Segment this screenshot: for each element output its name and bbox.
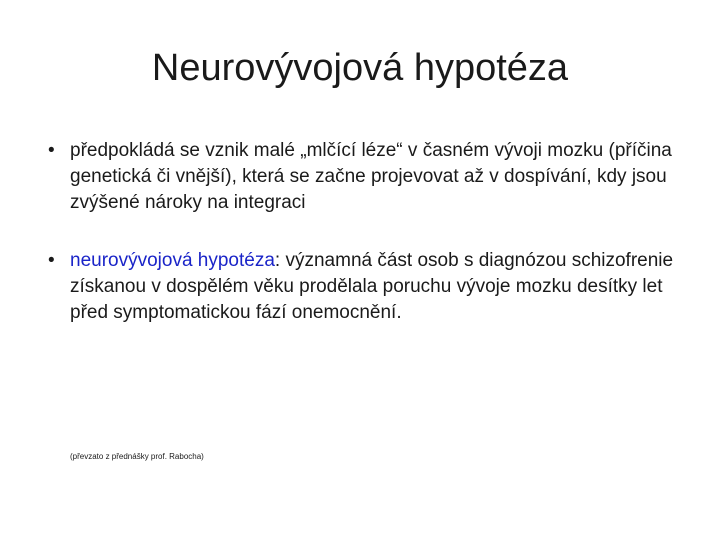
bullet-marker: • [48, 250, 55, 271]
slide-title: Neurovývojová hypotéza [151, 47, 569, 89]
bullet-item-neurovyvojova-hypoteza [48, 248, 688, 326]
bullet-text: předpokládá se vznik malé „mlčící léze“ v časném vývoji mozku (příčina genetická či vnější), která se začne projevovat až v dospívání, kdy jsou zvýšené nároky na integraci [70, 140, 672, 213]
highlighted-term: neurovývojová hypotéza [70, 250, 275, 271]
bullet-list [48, 138, 688, 358]
bullet-item-mlcici-leze [48, 138, 688, 216]
bullet-marker: • [48, 140, 55, 161]
bullet-text: : významná část osob s diagnózou schizofrenie získanou v dospělém věku prodělala poruchu vývoje mozku desítky let před symptomatickou fází onemocnění. [70, 250, 674, 323]
source-note: (převzato z přednášky prof. Rabocha) [70, 452, 204, 461]
